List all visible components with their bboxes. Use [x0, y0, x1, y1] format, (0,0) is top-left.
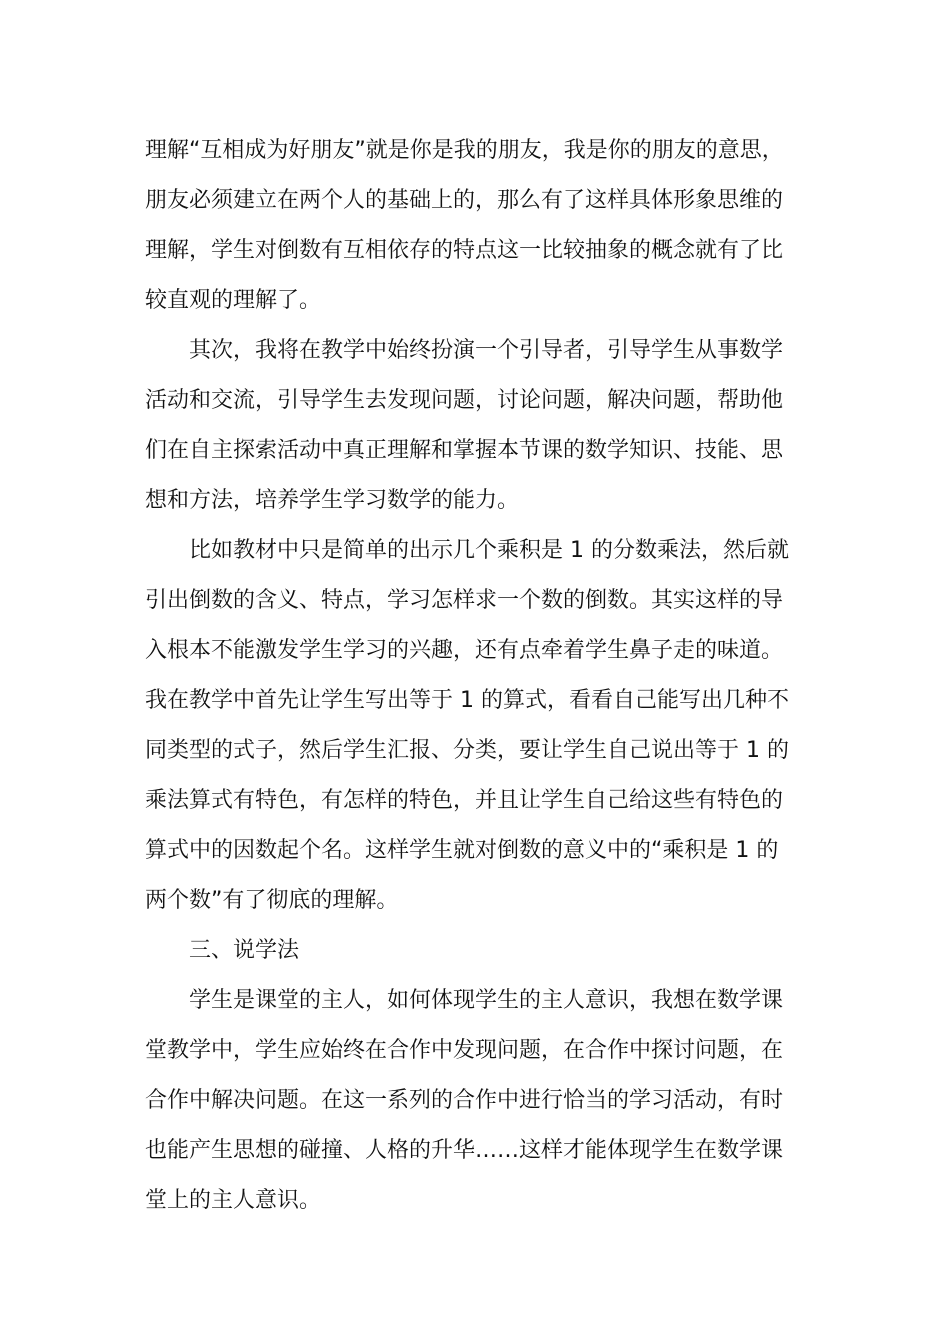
paragraph-3-line-1: 比如教材中只是简单的出示几个乘积是 1 的分数乘法，然后就 [189, 538, 789, 563]
paragraph-3-line-5: 同类型的式子，然后学生汇报、分类，要让学生自己说出等于 1 的 [145, 738, 789, 763]
paragraph-1 [145, 126, 815, 326]
paragraph-5-line-4: 也能产生思想的碰撞、人格的升华……这样才能体现学生在数学课 [145, 1138, 784, 1163]
paragraph-2-line-4: 想和方法，培养学生学习数学的能力。 [145, 488, 520, 513]
paragraph-1-line-4: 较直观的理解了。 [145, 288, 322, 313]
paragraph-3 [145, 526, 815, 926]
paragraph-5-line-3: 合作中解决问题。在这一系列的合作中进行恰当的学习活动，有时 [145, 1088, 784, 1113]
paragraph-3-line-7: 算式中的因数起个名。这样学生就对倒数的意义中的“乘积是 1 的 [145, 838, 779, 863]
document-body [145, 126, 815, 1226]
paragraph-1-line-3: 理解，学生对倒数有互相依存的特点这一比较抽象的概念就有了比 [145, 238, 784, 263]
paragraph-5 [145, 976, 815, 1226]
paragraph-3-line-8: 两个数”有了彻底的理解。 [145, 888, 399, 913]
paragraph-2 [145, 326, 815, 526]
paragraph-3-line-6: 乘法算式有特色，有怎样的特色，并且让学生自己给这些有特色的 [145, 788, 784, 813]
paragraph-3-line-4: 我在教学中首先让学生写出等于 1 的算式，看看自己能写出几种不 [145, 688, 789, 713]
paragraph-2-line-1: 其次，我将在教学中始终扮演一个引导者，引导学生从事数学 [189, 338, 784, 363]
paragraph-5-line-2: 堂教学中，学生应始终在合作中发现问题，在合作中探讨问题，在 [145, 1038, 784, 1063]
paragraph-5-line-5: 堂上的主人意识。 [145, 1188, 322, 1213]
paragraph-2-line-3: 们在自主探索活动中真正理解和掌握本节课的数学知识、技能、思 [145, 438, 784, 463]
section-heading-study-method: 三、说学法 [189, 938, 300, 963]
paragraph-5-line-1: 学生是课堂的主人，如何体现学生的主人意识，我想在数学课 [189, 988, 784, 1013]
paragraph-3-line-3: 入根本不能激发学生学习的兴趣，还有点牵着学生鼻子走的味道。 [145, 638, 784, 663]
paragraph-3-line-2: 引出倒数的含义、特点，学习怎样求一个数的倒数。其实这样的导 [145, 588, 784, 613]
paragraph-1-line-2: 朋友必须建立在两个人的基础上的，那么有了这样具体形象思维的 [145, 188, 784, 213]
paragraph-1-line-1: 理解“互相成为好朋友”就是你是我的朋友，我是你的朋友的意思， [145, 138, 784, 163]
paragraph-2-line-2: 活动和交流，引导学生去发现问题，讨论问题，解决问题，帮助他 [145, 388, 784, 413]
